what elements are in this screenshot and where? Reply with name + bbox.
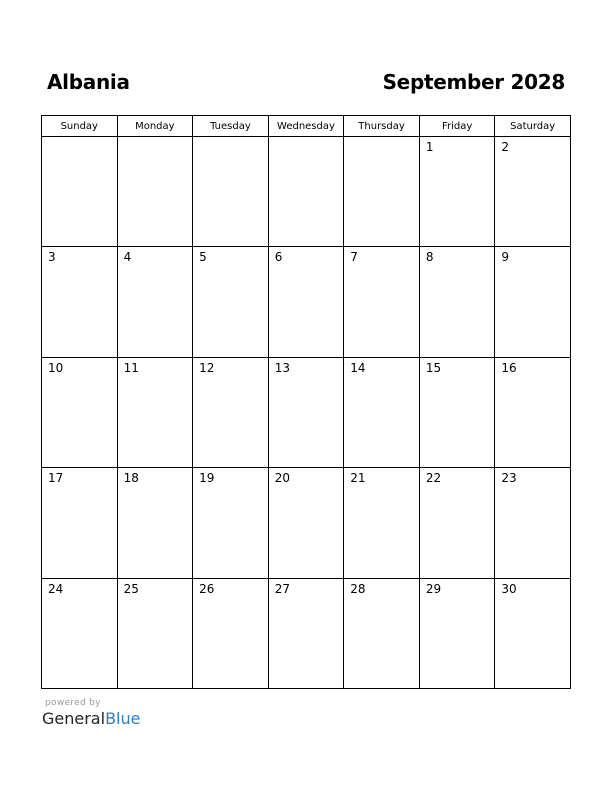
day-cell: 1 <box>419 137 495 247</box>
week-row <box>42 137 571 247</box>
day-cell: 5 <box>193 247 269 357</box>
day-cell: 23 <box>495 468 571 578</box>
weekday-header: Monday <box>117 116 193 137</box>
day-cell: 15 <box>419 357 495 467</box>
week-row <box>42 247 571 357</box>
day-cell: 14 <box>344 357 420 467</box>
generalblue-logo[interactable] <box>42 709 140 728</box>
day-cell: 17 <box>42 468 118 578</box>
month-year-title: September 2028 <box>382 70 565 94</box>
day-cell: 29 <box>419 578 495 688</box>
powered-by-label: powered by <box>45 698 101 708</box>
day-cell: 16 <box>495 357 571 467</box>
day-cell: 3 <box>42 247 118 357</box>
day-cell: 12 <box>193 357 269 467</box>
day-cell: 4 <box>117 247 193 357</box>
day-cell: 19 <box>193 468 269 578</box>
brand-general-text: General <box>42 709 106 728</box>
day-cell: 8 <box>419 247 495 357</box>
day-cell: 13 <box>268 357 344 467</box>
day-cell: 22 <box>419 468 495 578</box>
day-cell: 11 <box>117 357 193 467</box>
day-cell: 9 <box>495 247 571 357</box>
week-row <box>42 578 571 688</box>
week-row <box>42 468 571 578</box>
brand-blue-text: Blue <box>105 709 141 728</box>
day-cell: 28 <box>344 578 420 688</box>
day-cell: 20 <box>268 468 344 578</box>
day-cell: 6 <box>268 247 344 357</box>
day-cell: 25 <box>117 578 193 688</box>
day-cell: 26 <box>193 578 269 688</box>
weekday-header: Tuesday <box>193 116 269 137</box>
day-cell <box>344 137 420 247</box>
day-cell: 24 <box>42 578 118 688</box>
day-cell: 21 <box>344 468 420 578</box>
day-cell <box>117 137 193 247</box>
day-cell: 7 <box>344 247 420 357</box>
weekday-header: Wednesday <box>268 116 344 137</box>
day-cell: 18 <box>117 468 193 578</box>
day-cell <box>268 137 344 247</box>
day-cell: 10 <box>42 357 118 467</box>
day-cell <box>193 137 269 247</box>
weekday-header-row <box>42 116 571 137</box>
calendar-grid <box>41 115 571 689</box>
weekday-header: Thursday <box>344 116 420 137</box>
day-cell <box>42 137 118 247</box>
week-row <box>42 357 571 467</box>
country-title: Albania <box>47 70 130 94</box>
weekday-header: Saturday <box>495 116 571 137</box>
weekday-header: Friday <box>419 116 495 137</box>
day-cell: 2 <box>495 137 571 247</box>
weekday-header: Sunday <box>42 116 118 137</box>
day-cell: 27 <box>268 578 344 688</box>
day-cell: 30 <box>495 578 571 688</box>
